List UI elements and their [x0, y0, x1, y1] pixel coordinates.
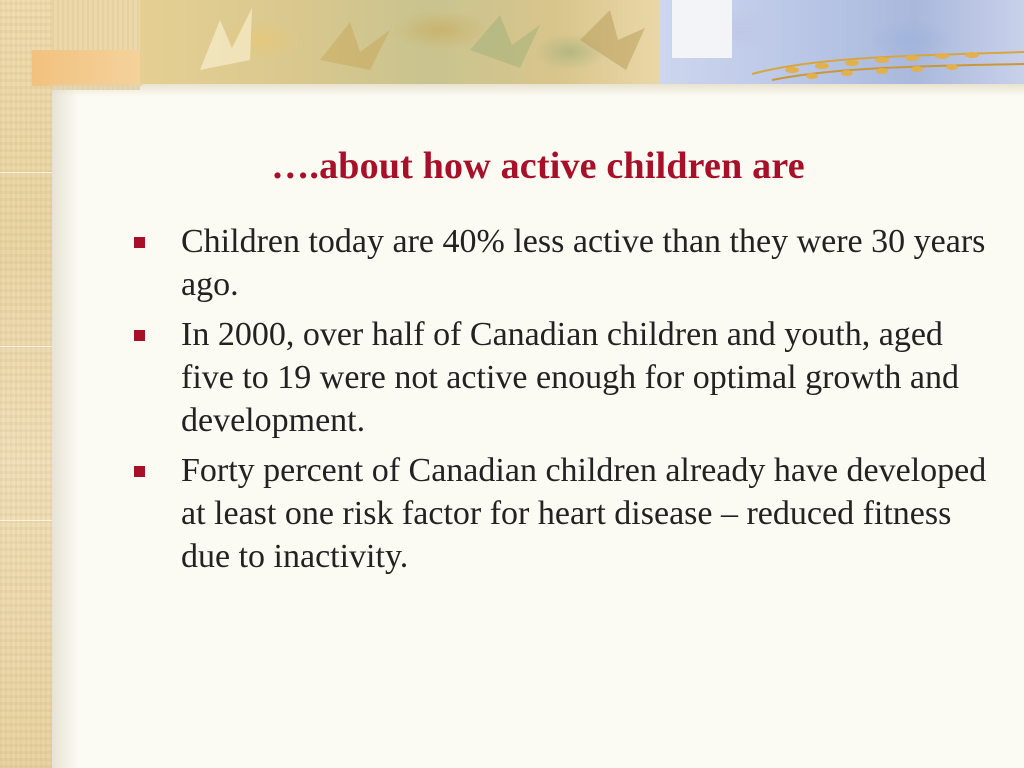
decorative-header-band	[52, 0, 1024, 90]
list-item	[128, 313, 988, 442]
bullet-list	[128, 220, 988, 585]
slide-title: ….about how active children are	[271, 145, 805, 187]
white-panel	[672, 0, 732, 58]
bullet-text: Forty percent of Canadian children already have developed at least one risk factor for heart disease – reduced fitness due to inactivity.	[181, 452, 987, 575]
bullet-text: In 2000, over half of Canadian children and youth, aged five to 19 were not active enough for optimal growth and development.	[181, 316, 959, 439]
square-bullet-icon	[134, 237, 145, 248]
left-parchment-strip	[0, 0, 52, 768]
square-bullet-icon	[134, 466, 145, 477]
square-bullet-icon	[134, 330, 145, 341]
leaf-shapes-icon	[140, 0, 660, 84]
list-item	[128, 220, 988, 306]
header-shadow	[52, 84, 1024, 96]
autumn-leaves-image	[140, 0, 660, 84]
orange-accent-bar	[32, 50, 142, 86]
content-left-shade	[52, 90, 78, 768]
bullet-text: Children today are 40% less active than they were 30 years ago.	[181, 223, 986, 303]
list-item	[128, 449, 988, 578]
